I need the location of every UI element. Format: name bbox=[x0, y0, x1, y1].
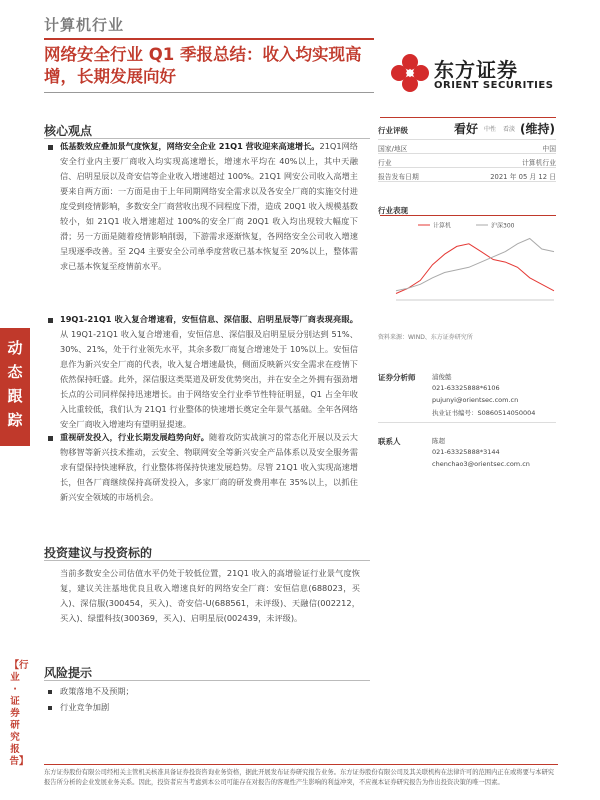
sidebar-tag-text: 动态跟踪 bbox=[7, 339, 23, 429]
analyst-rule bbox=[378, 422, 556, 423]
core-bullet-2-lead: 19Q1-21Q1 收入复合增速看，安恒信息、深信服、启明星辰等厂商表现亮眼。 bbox=[60, 314, 358, 324]
core-bullet-3-lead: 重视研发投入，行业长期发展趋势向好。 bbox=[60, 432, 210, 442]
rating-mid: 中性 bbox=[484, 126, 497, 133]
chart-series-line-2 bbox=[396, 239, 554, 291]
industry-label: 计算机行业 bbox=[44, 16, 125, 34]
core-heading: 核心观点 bbox=[44, 124, 93, 138]
core-bullet-3-text: 随着攻防实战演习的常态化开展以及云大物移智等新兴技术推动，云安全、物联网安全等新兴安全产品体系以及安全服务需求有望保持快速释放，行业整体将保持快速发展趋势。尽管 21Q1 收入实现高速增长，但各厂商继续保持高研发投入，多家厂商的研发费用率在 35%以上，以抓住新兴安全领域的市场机会。 bbox=[60, 432, 358, 502]
rating-label: 行业评级 bbox=[378, 126, 408, 135]
risk-item-1-text: 政策落地不及预期； bbox=[60, 686, 134, 696]
footer-rule bbox=[44, 764, 558, 765]
chart-source: 资料来源：WIND、东方证券研究所 bbox=[378, 334, 473, 341]
rating-top-rule bbox=[380, 117, 556, 118]
core-bullet-3 bbox=[60, 430, 358, 505]
bullet-dot bbox=[48, 706, 52, 710]
sidebar-series-text: 【行业·证券研究报告】 bbox=[9, 660, 29, 767]
bullet-dot bbox=[48, 145, 53, 150]
row-rule bbox=[378, 153, 556, 154]
performance-chart bbox=[378, 218, 558, 328]
logo-english-name: ORIENT SECURITIES bbox=[434, 80, 554, 91]
rating-row-value: 2021 年 05 月 12 日 bbox=[490, 173, 556, 181]
rating-row-region bbox=[378, 143, 556, 153]
risk-item-2-text: 行业竞争加剧 bbox=[60, 702, 110, 712]
chart-series-line-1 bbox=[396, 244, 554, 294]
row-rule bbox=[378, 167, 556, 168]
contact-heading: 联系人 bbox=[378, 437, 401, 446]
rating-main: 看好 bbox=[454, 122, 479, 136]
core-bullet-1 bbox=[60, 139, 358, 274]
top-rule bbox=[44, 38, 374, 40]
rating-row-key: 国家/地区 bbox=[378, 145, 408, 153]
row-rule bbox=[378, 181, 556, 182]
bullet-dot bbox=[48, 436, 53, 441]
performance-rule bbox=[380, 215, 556, 216]
core-bullet-2-text: 从 19Q1-21Q1 收入复合增速看，安恒信息、深信服及启明星辰分别达到 51%、30%、21%，处于行业领先水平，其余多数厂商复合增速处于 10%以上。安恒信息作为新兴安全厂商的代表，收入复合增速最快，侧面反映新兴安全需求在疫情下依然保持旺盛。此外，深信服这类渠道及研发优势突出，并在安全之外拥有强劲增长点的公司同样保持迅速增长。由于网络安全行业季节性特征明显，Q1 占全年收入比重较低，我们认为 21Q1 行业整体的快速增长奠定全年景气基础。全年各网络安全厂商收入增速均有望明显提速。 bbox=[60, 329, 358, 429]
performance-heading: 行业表现 bbox=[378, 206, 408, 215]
analyst-email: pujunyi@orientsec.com.cn bbox=[432, 396, 519, 404]
core-bullet-2 bbox=[60, 312, 358, 432]
advice-rule bbox=[44, 560, 370, 561]
report-title: 网络安全行业 Q1 季报总结：收入均实现高增，长期发展向好 bbox=[44, 45, 362, 86]
core-bullet-1-lead: 低基数效应叠加景气度恢复，网络安全企业 21Q1 营收迎来高速增长。 bbox=[60, 141, 320, 151]
contact-phone: 021-63325888*3144 bbox=[432, 448, 500, 456]
footer-disclaimer: 东方证券股份有限公司经相关主管机关核准具备证券投资咨询业务资格，据此开展发布证券研究报告业务。东方证券股份有限公司及其关联机构在法律许可的范围内正在或将要与本研究报告所分析的企业发展业务关系。因此，投资者应当考虑到本公司可能存在对报告的客观性产生影响的利益冲突，不应视本证券研究报告为作出投资决策的唯一因素。 bbox=[44, 769, 555, 786]
title-underline bbox=[44, 92, 374, 93]
rating-rule bbox=[378, 139, 556, 140]
sidebar-series-label bbox=[4, 660, 29, 768]
risk-item-1 bbox=[48, 686, 134, 697]
rating-row-date bbox=[378, 171, 556, 181]
analyst-heading: 证券分析师 bbox=[378, 373, 416, 382]
sidebar-tag bbox=[0, 336, 30, 432]
rating-row-key: 报告发布日期 bbox=[378, 173, 419, 181]
rating-low: 看淡 bbox=[503, 126, 516, 133]
contact-email: chenchao3@orientsec.com.cn bbox=[432, 460, 530, 468]
rating-row-value: 计算机行业 bbox=[522, 159, 556, 167]
analyst-phone: 021-63325888*6106 bbox=[432, 384, 500, 392]
advice-text: 当前多数安全公司估值水平仍处于较低位置，21Q1 收入的高增验证行业景气度恢复，建议关注基地优良且收入增速良好的网络安全厂商：安恒信息(688023，买入)、深信服(300454，买入)、奇安信-U(688561，未评级)、天融信(002212，买入)、绿盟科技(300369，买入)、启明星辰(002439，未评级)。 bbox=[60, 568, 360, 623]
risk-rule bbox=[44, 680, 370, 681]
rating-keep: (维持) bbox=[520, 122, 555, 136]
core-bullet-1-text: 21Q1网络安全行业内主要厂商收入均实现高速增长，增速水平均在 40%以上，其中天融信、启明星辰以及奇安信等企业收入增速超过 100%。21Q1 网安公司收入高增主要来自两方面：一方面是由于上年同期网络安全需求以及各安全厂商的实施交付进度受到疫情影响，多数安全厂商营收出现不同程度下滑，造成 20Q1 收入规模基数较小，如 21Q1 收入增速超过 100%的安全厂商 20Q1 收入均出现较大幅度下滑；另一方面是随着疫情影响削弱，下游需求逐渐恢复，各网络安全公司收入增速呈现逐季改善。至 2Q4 主要安全公司单季度营收已基本恢复至 20%以上，整体需求已基本恢复至疫情前水平。 bbox=[60, 141, 358, 271]
chart-legend-label-1: 计算机 bbox=[433, 222, 452, 230]
analyst-name: 浦俊懿 bbox=[432, 373, 452, 381]
rating-row-key: 行业 bbox=[378, 159, 392, 167]
advice-heading: 投资建议与投资标的 bbox=[44, 546, 153, 560]
risk-item-2 bbox=[48, 702, 109, 713]
rating-row-value: 中国 bbox=[542, 145, 556, 153]
contact-name: 陈超 bbox=[432, 437, 445, 445]
analyst-license: 执业证书编号：S0860514050004 bbox=[432, 409, 536, 417]
bullet-dot bbox=[48, 690, 52, 694]
risk-heading: 风险提示 bbox=[44, 666, 93, 680]
bullet-dot bbox=[48, 318, 53, 323]
rating-row-industry bbox=[378, 157, 556, 167]
logo-name: 东方证券 bbox=[434, 58, 518, 82]
chart-legend-label-2: 沪深300 bbox=[491, 222, 515, 230]
